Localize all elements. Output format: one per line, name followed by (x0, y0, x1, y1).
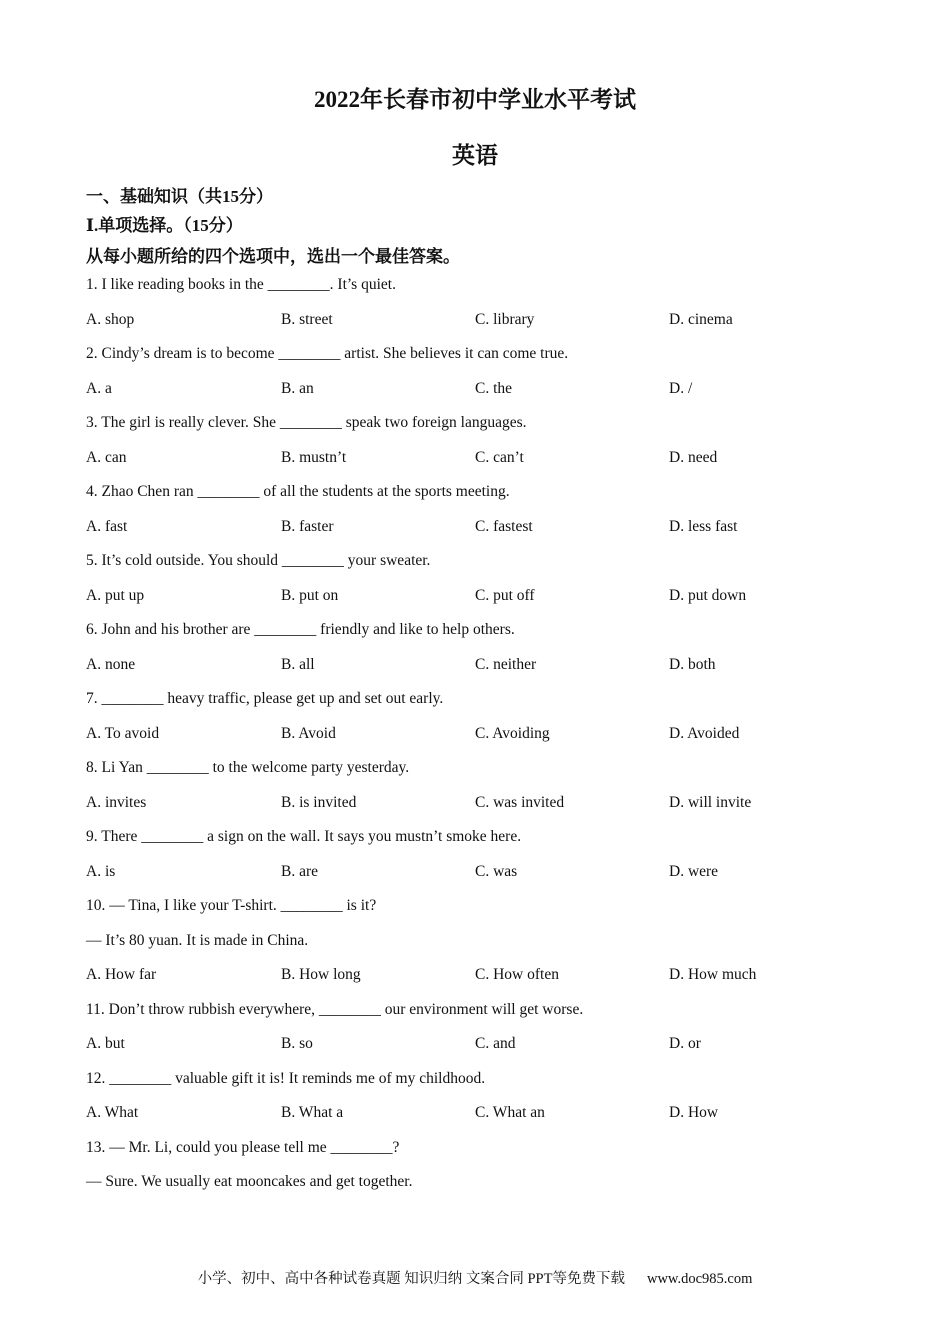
option-a: A. To avoid (86, 724, 160, 742)
footer-site: www.doc985.com (646, 1271, 753, 1287)
option-c: C. Avoiding (475, 724, 550, 742)
option-d: D. How much (669, 966, 757, 983)
option-b: B. all (281, 655, 315, 673)
answer-options (86, 721, 886, 756)
question-stem: 6. John and his brother are ________ friendly and like to help others. (86, 621, 515, 638)
option-b: B. street (281, 310, 333, 328)
option-d: D. were (669, 862, 719, 880)
option-c: C. neither (475, 655, 537, 673)
option-d: D. or (669, 1035, 701, 1052)
option-c: C. fastest (475, 517, 533, 535)
option-b: B. mustn’t (281, 448, 347, 466)
option-d: D. / (669, 379, 693, 397)
option-d: D. less fast (669, 517, 738, 535)
question-stem: 11. Don’t throw rubbish everywhere, ________ our environment will get worse. (86, 1000, 584, 1018)
option-b: B. so (281, 1035, 313, 1052)
subject-title: 英语 (452, 143, 498, 168)
option-a: A. How far (86, 966, 157, 983)
answer-options (86, 445, 886, 480)
option-c: C. the (475, 379, 513, 397)
question-stem: 10. — Tina, I like your T-shirt. ________ is it? (86, 897, 377, 914)
question-dialogue-line: — It’s 80 yuan. It is made in China. (86, 931, 309, 949)
option-d: D. will invite (669, 793, 752, 811)
option-c: C. put off (475, 586, 535, 604)
option-d: D. need (669, 448, 718, 466)
option-d: D. both (669, 655, 716, 673)
footer-text: 小学、初中、高中各种试卷真题 知识归纳 文案合同 PPT等免费下载 (197, 1271, 625, 1287)
option-c: C. was (475, 862, 518, 880)
answer-options (86, 790, 886, 825)
option-b: B. is invited (281, 793, 357, 811)
answer-options (86, 583, 886, 618)
option-a: A. is (86, 862, 116, 880)
question-stem: 8. Li Yan ________ to the welcome party yesterday. (86, 759, 410, 776)
option-c: C. What an (475, 1104, 545, 1121)
option-a: A. put up (86, 586, 145, 604)
option-c: C. was invited (475, 793, 565, 811)
question-stem: 5. It’s cold outside. You should ________ your sweater. (86, 552, 431, 569)
option-a: A. a (86, 379, 112, 397)
question-stem: 13. — Mr. Li, could you please tell me ________? (86, 1138, 400, 1156)
question-stem: 1. I like reading books in the ________. It’s quiet. (86, 276, 396, 293)
option-a: A. none (86, 655, 136, 673)
question-dialogue-line: — Sure. We usually eat mooncakes and get together. (86, 1173, 413, 1190)
option-a: A. invites (86, 793, 147, 811)
option-b: B. put on (281, 586, 339, 604)
option-d: D. How (669, 1104, 719, 1121)
answer-options (86, 1031, 886, 1066)
option-d: D. cinema (669, 310, 733, 328)
question-stem: 3. The girl is really clever. She ________ speak two foreign languages. (86, 414, 527, 431)
question-stem: 9. There ________ a sign on the wall. It says you mustn’t smoke here. (86, 828, 522, 845)
option-b: B. are (281, 862, 319, 880)
answer-options (86, 1100, 886, 1135)
option-b: B. faster (281, 517, 334, 535)
option-a: A. fast (86, 517, 128, 535)
option-b: B. What a (281, 1104, 344, 1121)
option-c: C. and (475, 1035, 516, 1052)
exam-title: 2022年长春市初中学业水平考试 (314, 87, 636, 112)
option-a: A. What (86, 1104, 139, 1121)
instruction-text: 从每小题所给的四个选项中，选出一个最佳答案。 (86, 247, 460, 266)
option-c: C. can’t (475, 448, 524, 466)
answer-options (86, 859, 886, 894)
option-a: A. can (86, 448, 127, 466)
option-c: C. How often (475, 966, 559, 983)
option-c: C. library (475, 310, 535, 328)
answer-options (86, 652, 886, 687)
option-a: A. but (86, 1035, 125, 1052)
answer-options (86, 376, 886, 411)
option-b: B. How long (281, 966, 361, 983)
question-list (86, 272, 886, 1204)
answer-options (86, 307, 886, 342)
question-stem: 12. ________ valuable gift it is! It reminds me of my childhood. (86, 1069, 486, 1087)
question-stem: 4. Zhao Chen ran ________ of all the students at the sports meeting. (86, 483, 510, 500)
option-b: B. an (281, 379, 314, 397)
option-d: D. Avoided (669, 724, 740, 742)
question-stem: 2. Cindy’s dream is to become ________ artist. She believes it can come true. (86, 345, 569, 362)
part-heading: Ⅰ.单项选择。（15分） (86, 216, 243, 235)
answer-options (86, 514, 886, 549)
answer-options (86, 962, 886, 997)
option-a: A. shop (86, 310, 135, 328)
question-stem: 7. ________ heavy traffic, please get up and set out early. (86, 690, 444, 707)
section-heading: 一、基础知识（共15分） (86, 187, 273, 206)
option-b: B. Avoid (281, 724, 336, 742)
option-d: D. put down (669, 586, 747, 604)
page-footer (0, 1268, 950, 1290)
